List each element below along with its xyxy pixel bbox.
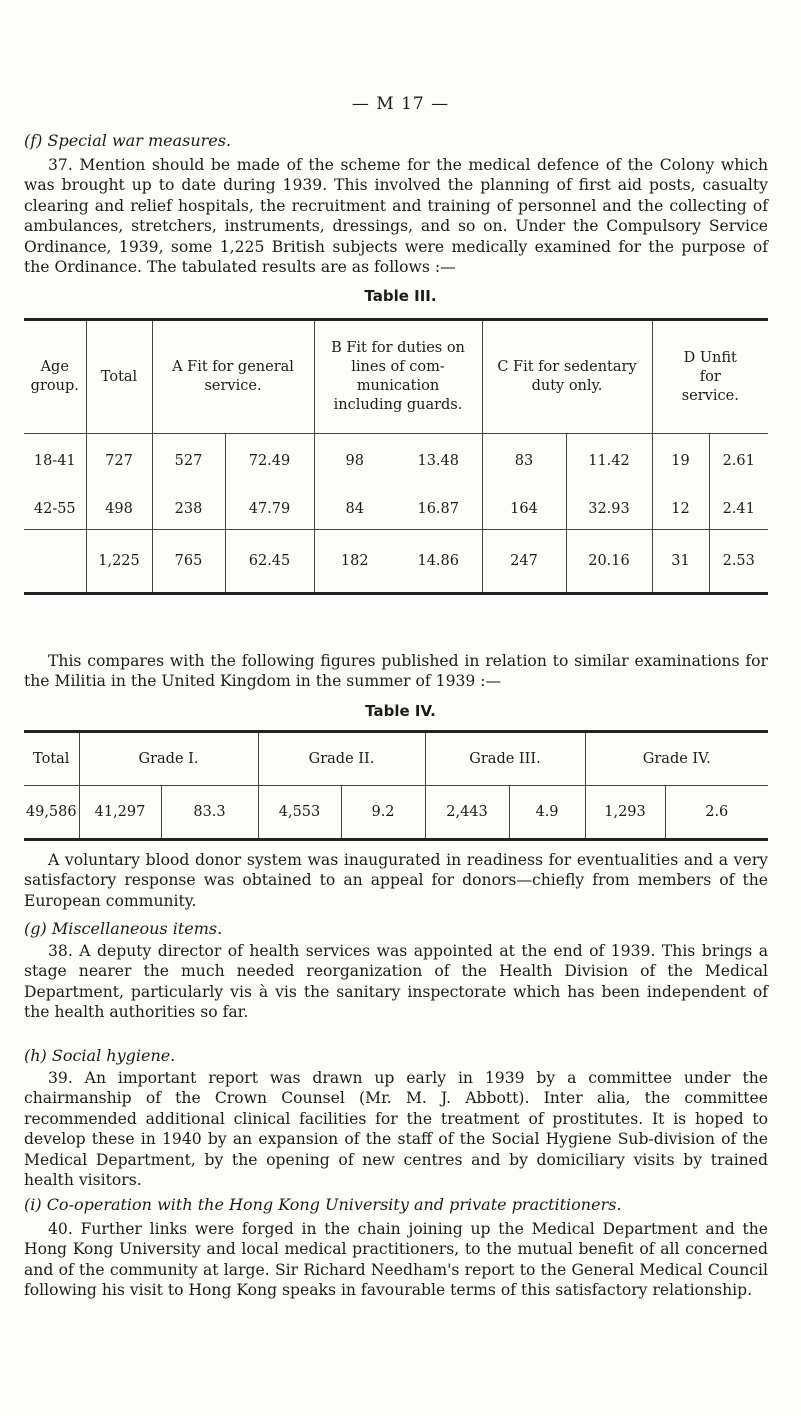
header-grade-2: Grade II. bbox=[258, 732, 425, 786]
header-b: B Fit for duties on lines of com- munication including guards. bbox=[314, 320, 482, 434]
cell-b-count: 182 bbox=[314, 530, 395, 594]
paragraph-40-text: 40. Further links were forged in the chain joining up the Medical Department and the Hong Kong University and local medical practitioners, to the mutual benefit of all concerned and of the community at large. Sir Richard Needham's report to the General Medical Council following his visit to Hong Kong speaks in favourable terms of this satisfactory relationship. bbox=[24, 1220, 768, 1300]
paragraph-38-text: 38. A deputy director of health services was appointed at the end of 1939. This brings a stage nearer the much needed reorganization of the Health Division of the Medical Department, particularly vis à vis the sanitary inspectorate which has been independent of the health authorities so far. bbox=[24, 942, 768, 1022]
cell-b-percent: 16.87 bbox=[395, 490, 482, 530]
paragraph-37-text: 37. Mention should be made of the scheme for the medical defence of the Colony which was brought up to date during 1939. This involved the planning of first aid posts, casualty clearing and relief hospitals, the recruitment and training of personnel and the collecting of ambulances, stretchers, instruments, dressings, and so on. Under the Compulsory Service Ordinance, 1939, some 1,225 British subjects were medically examined for the purpose of the Ordinance. The tabulated results are as follows :— bbox=[24, 156, 768, 277]
table-row bbox=[24, 434, 768, 490]
cell-a-percent: 72.49 bbox=[225, 434, 314, 490]
cell-a-count: 765 bbox=[152, 530, 225, 594]
paragraph-38 bbox=[24, 941, 768, 1023]
header-c: C Fit for sedentary duty only. bbox=[482, 320, 652, 434]
cell-b-count: 98 bbox=[314, 434, 395, 490]
cell-grade-3-percent: 4.9 bbox=[509, 786, 585, 840]
section-f-heading: (f) Special war measures. bbox=[24, 131, 232, 150]
header-grade-3: Grade III. bbox=[425, 732, 585, 786]
table-row-total bbox=[24, 530, 768, 594]
cell-grade-3-count: 2,443 bbox=[425, 786, 509, 840]
cell-age: 18-41 bbox=[24, 434, 86, 490]
cell-grade-2-count: 4,553 bbox=[258, 786, 341, 840]
cell-total: 49,586 bbox=[24, 786, 79, 840]
header-grade-4: Grade IV. bbox=[585, 732, 768, 786]
cell-grade-2-percent: 9.2 bbox=[341, 786, 425, 840]
cell-d-percent: 2.61 bbox=[709, 434, 768, 490]
header-a: A Fit for general service. bbox=[152, 320, 314, 434]
cell-grade-4-count: 1,293 bbox=[585, 786, 665, 840]
table-row bbox=[24, 490, 768, 530]
cell-b-percent: 14.86 bbox=[417, 552, 459, 569]
table-4-title: Table IV. bbox=[365, 702, 436, 720]
cell-c-percent: 32.93 bbox=[566, 490, 652, 530]
cell-a-count: 527 bbox=[152, 434, 225, 490]
cell-total: 1,225 bbox=[86, 530, 152, 594]
blood-donor-paragraph bbox=[24, 850, 768, 911]
section-i-heading: (i) Co-operation with the Hong Kong University and private practitioners. bbox=[24, 1195, 622, 1214]
cell-c-percent: 20.16 bbox=[566, 530, 652, 594]
cell-b-count: 84 bbox=[314, 490, 395, 530]
header-total: Total bbox=[86, 320, 152, 434]
paragraph-39 bbox=[24, 1068, 768, 1190]
header-total: Total bbox=[33, 750, 70, 767]
cell-b-percent: 13.48 bbox=[395, 434, 482, 490]
paragraph-40 bbox=[24, 1219, 768, 1301]
cell-c-count: 164 bbox=[482, 490, 566, 530]
table-3 bbox=[24, 318, 768, 595]
cell-total: 727 bbox=[86, 434, 152, 490]
cell-c-percent: 11.42 bbox=[566, 434, 652, 490]
cell-age: 42-55 bbox=[24, 490, 86, 530]
cell-grade-1-percent: 83.3 bbox=[161, 786, 258, 840]
cell-d-count: 19 bbox=[652, 434, 709, 490]
cell-d-percent: 2.53 bbox=[709, 530, 768, 594]
cell-total: 498 bbox=[86, 490, 152, 530]
section-g-heading: (g) Miscellaneous items. bbox=[24, 919, 223, 938]
cell-c-count: 83 bbox=[482, 434, 566, 490]
cell-d-count: 12 bbox=[652, 490, 709, 530]
table-3-title: Table III. bbox=[364, 287, 437, 305]
cell-a-count: 238 bbox=[152, 490, 225, 530]
cell-grade-1-count: 41,297 bbox=[79, 786, 161, 840]
comparison-paragraph bbox=[24, 651, 768, 692]
table-row bbox=[24, 786, 768, 840]
blood-donor-text: A voluntary blood donor system was inaugurated in readiness for eventualities and a very satisfactory response was obtained to an appeal for donors—chiefly from members of the European community. bbox=[24, 851, 768, 910]
page-header: — M 17 — bbox=[351, 94, 450, 114]
header-d: D Unfit for service. bbox=[652, 320, 768, 434]
section-h-heading: (h) Social hygiene. bbox=[24, 1046, 176, 1065]
cell-age bbox=[24, 530, 86, 594]
paragraph-39-text: 39. An important report was drawn up early in 1939 by a committee under the chairmanship of the Crown Counsel (Mr. M. J. Abbott). Inter alia, the committee recommended additional clinical facilities for the treatment of prostitutes. It is hoped to develop these in 1940 by an expansion of the staff of the Social Hygiene Sub-division of the Medical Department, by the opening of new centres and by domiciliary visits by trained health visitors. bbox=[24, 1069, 768, 1190]
cell-grade-4-percent: 2.6 bbox=[665, 786, 768, 840]
cell-a-percent: 47.79 bbox=[225, 490, 314, 530]
cell-a-percent: 62.45 bbox=[225, 530, 314, 594]
cell-d-percent: 2.41 bbox=[709, 490, 768, 530]
cell-d-count: 31 bbox=[652, 530, 709, 594]
table-4 bbox=[24, 730, 768, 841]
paragraph-37 bbox=[24, 155, 768, 277]
header-grade-1: Grade I. bbox=[79, 732, 258, 786]
cell-c-count: 247 bbox=[482, 530, 566, 594]
header-age-group: Age group. bbox=[30, 359, 79, 394]
comparison-text: This compares with the following figures published in relation to similar examinations for the Militia in the United Kingdom in the summer of 1939 :— bbox=[24, 652, 768, 691]
